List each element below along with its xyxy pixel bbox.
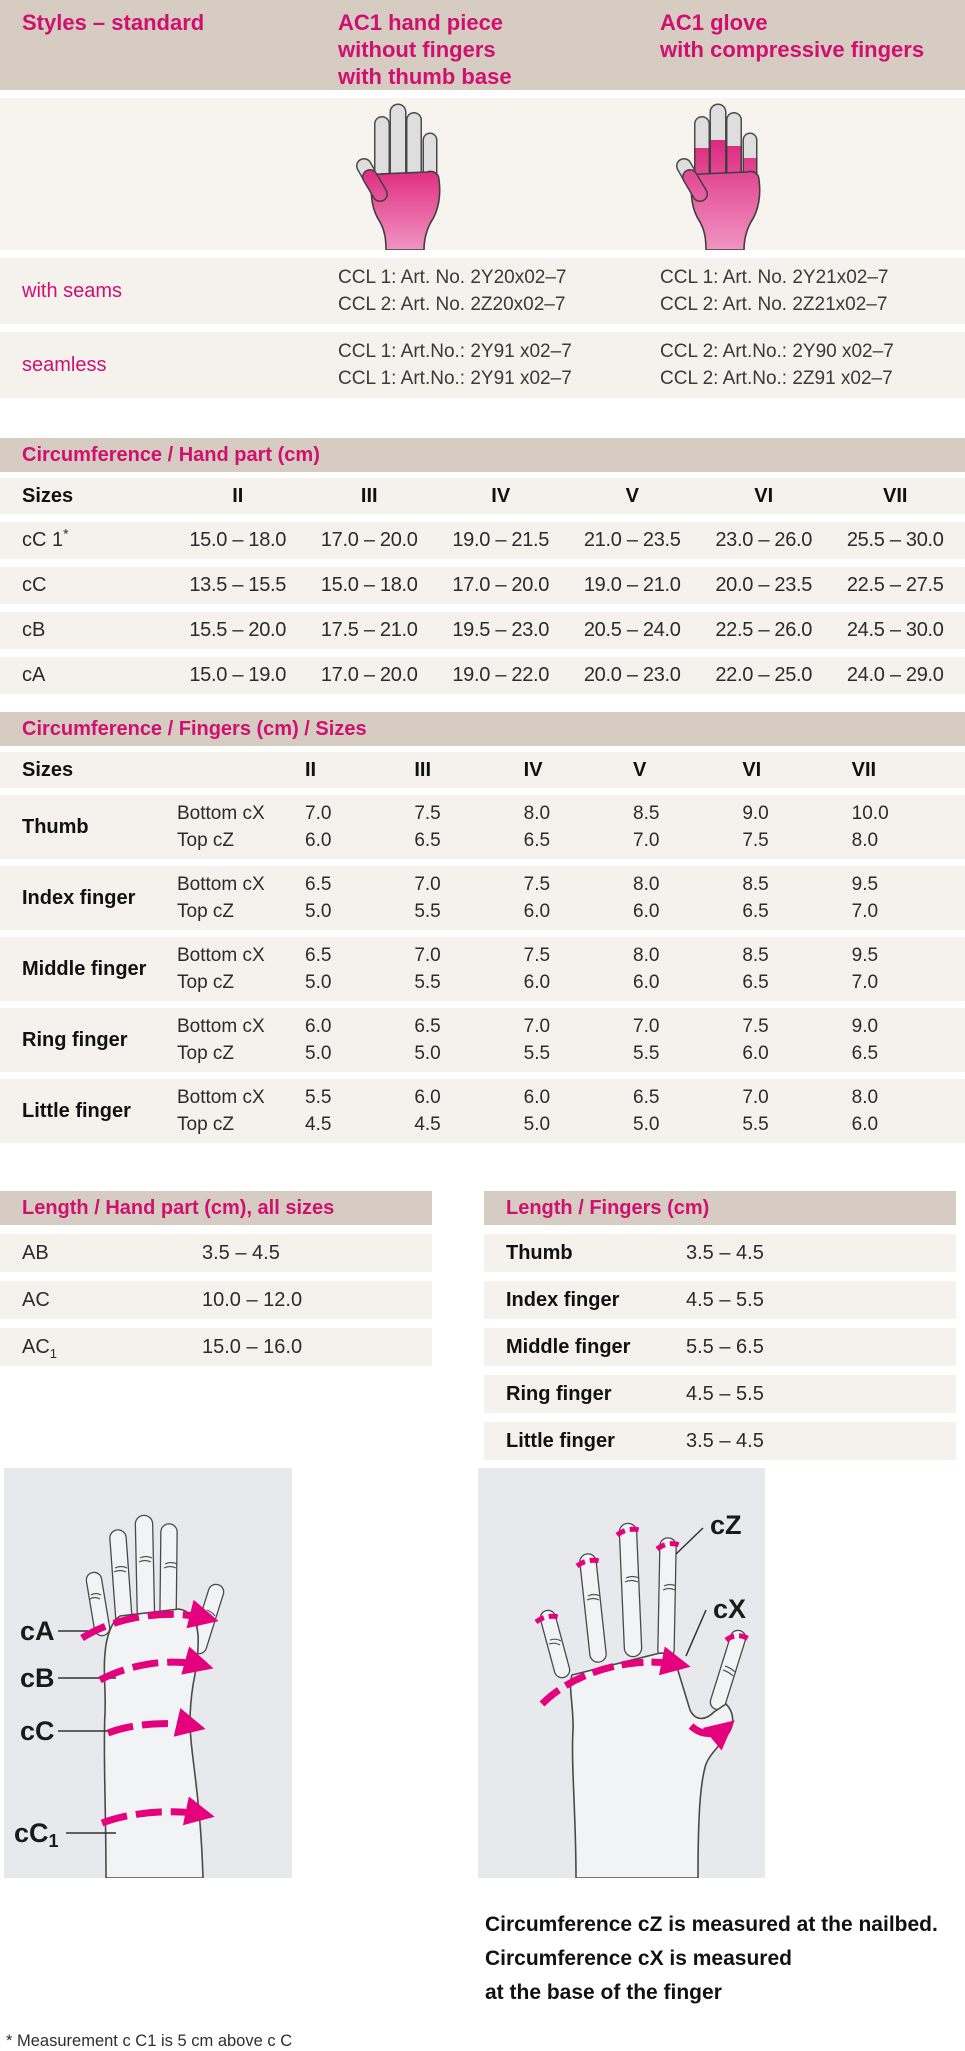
length-tables <box>0 1191 965 1460</box>
table-row: Ring finger 4.5 – 5.5 <box>484 1375 956 1413</box>
table-row: cA 15.0 – 19.0 17.0 – 20.0 19.0 – 22.0 20.0 – 23.0 22.0 – 25.0 24.0 – 29.0 <box>0 657 965 694</box>
table-row-middle-finger: Middle finger Bottom cX Top cZ 6.5 5.0 7.0 5.5 7.5 6.0 8.0 6.0 8.5 6.5 9.5 7.0 <box>0 937 965 1001</box>
diagram-label-cC: cC <box>20 1716 55 1746</box>
table-row-little-finger: Little finger Bottom cX Top cZ 5.5 4.5 6.0 4.5 6.0 5.0 6.5 5.0 7.0 5.5 8.0 6.0 <box>0 1079 965 1143</box>
diagram-label-cB: cB <box>20 1663 55 1693</box>
table-row-index-finger: Index finger Bottom cX Top cZ 6.5 5.0 7.0 5.5 7.5 6.0 8.0 6.0 8.5 6.5 9.5 7.0 <box>0 866 965 930</box>
table-row: Little finger 3.5 – 4.5 <box>484 1422 956 1460</box>
measurement-notes: Circumference cZ is measured at the nailbed. Circumference cX is measured at the base of the finger <box>485 1913 938 2004</box>
article-numbers-product1: CCL 1: Art.No.: 2Y91 x02–7 CCL 1: Art.No.: 2Y91 x02–7 <box>338 341 572 389</box>
hand-part-diagram-svg <box>4 1468 292 1878</box>
footnote: * Measurement c C1 is 5 cm above c C <box>6 2032 293 2050</box>
article-numbers-product2: CCL 2: Art.No.: 2Y90 x02–7 CCL 2: Art.No.: 2Z91 x02–7 <box>660 341 894 389</box>
table-row: cC 1* 15.0 – 18.0 17.0 – 20.0 19.0 – 21.5 21.0 – 23.5 23.0 – 26.0 25.5 – 30.0 <box>0 522 965 559</box>
finger-measurement-diagram <box>478 1468 765 1878</box>
table-row: AC 10.0 – 12.0 <box>0 1281 432 1319</box>
variant-row-seamless <box>0 332 965 398</box>
product2-title: AC1 glove with compressive fingers <box>660 10 925 62</box>
diagram-label-cZ: cZ <box>710 1510 742 1540</box>
table-row: Thumb 3.5 – 4.5 <box>484 1234 956 1272</box>
table-title-band: Length / Hand part (cm), all sizes <box>0 1191 432 1225</box>
header-band <box>0 0 965 90</box>
variant-label: seamless <box>22 353 107 376</box>
article-numbers-product2: CCL 1: Art. No. 2Y21x02–7 CCL 2: Art. No. 2Z21x02–7 <box>660 267 889 315</box>
variant-row-with-seams <box>0 258 965 324</box>
length-fingers-table <box>484 1191 956 1460</box>
diagram-label-cC1: cC1 <box>14 1818 59 1851</box>
table-title-band: Length / Fingers (cm) <box>484 1191 956 1225</box>
hand-part-circumference-table <box>0 438 965 694</box>
table-row: cB 15.5 – 20.0 17.5 – 21.0 19.5 – 23.0 20.5 – 24.0 22.5 – 26.0 24.5 – 30.0 <box>0 612 965 649</box>
table-row: cC 13.5 – 15.5 15.0 – 18.0 17.0 – 20.0 19.0 – 21.0 20.0 – 23.5 22.5 – 27.5 <box>0 567 965 604</box>
table-header-row: Sizes II III IV V VI VII <box>0 478 965 514</box>
diagram-label-cX: cX <box>713 1594 747 1624</box>
page-title: Styles – standard <box>22 10 205 35</box>
table-row: $AC_1$ 15.0 – 16.0 <box>0 1328 432 1366</box>
hand-piece-illustration <box>338 98 468 250</box>
diagram-label-cA: cA <box>20 1616 55 1646</box>
variant-label: with seams <box>22 279 123 302</box>
product-illustrations <box>0 98 965 250</box>
table-row: Index finger 4.5 – 5.5 <box>484 1281 956 1319</box>
finger-diagram-svg <box>478 1468 765 1878</box>
fingers-circumference-table <box>0 712 965 1143</box>
table-row: Middle finger 5.5 – 6.5 <box>484 1328 956 1366</box>
article-numbers-product1: CCL 1: Art. No. 2Y20x02–7 CCL 2: Art. No. 2Z20x02–7 <box>338 267 567 315</box>
table-row-thumb: Thumb Bottom cX Top cZ 7.0 6.0 7.5 6.5 8.0 6.5 8.5 7.0 9.0 7.5 10.0 8.0 <box>0 795 965 859</box>
measurement-diagrams <box>0 1468 965 1878</box>
product1-title: AC1 hand piece without fingers with thumb base <box>338 10 512 89</box>
table-title-band: Circumference / Fingers (cm) / Sizes <box>0 712 965 746</box>
table-row: AB 3.5 – 4.5 <box>0 1234 432 1272</box>
table-title-band: Circumference / Hand part (cm) <box>0 438 965 472</box>
glove-illustration <box>658 98 788 250</box>
table-row-ring-finger: Ring finger Bottom cX Top cZ 6.0 5.0 6.5 5.0 7.0 5.5 7.0 5.5 7.5 6.0 9.0 6.5 <box>0 1008 965 1072</box>
hand-part-measurement-diagram <box>4 1468 292 1878</box>
table-header-row: Sizes II III IV V VI VII <box>0 752 965 788</box>
length-hand-part-table <box>0 1191 432 1460</box>
